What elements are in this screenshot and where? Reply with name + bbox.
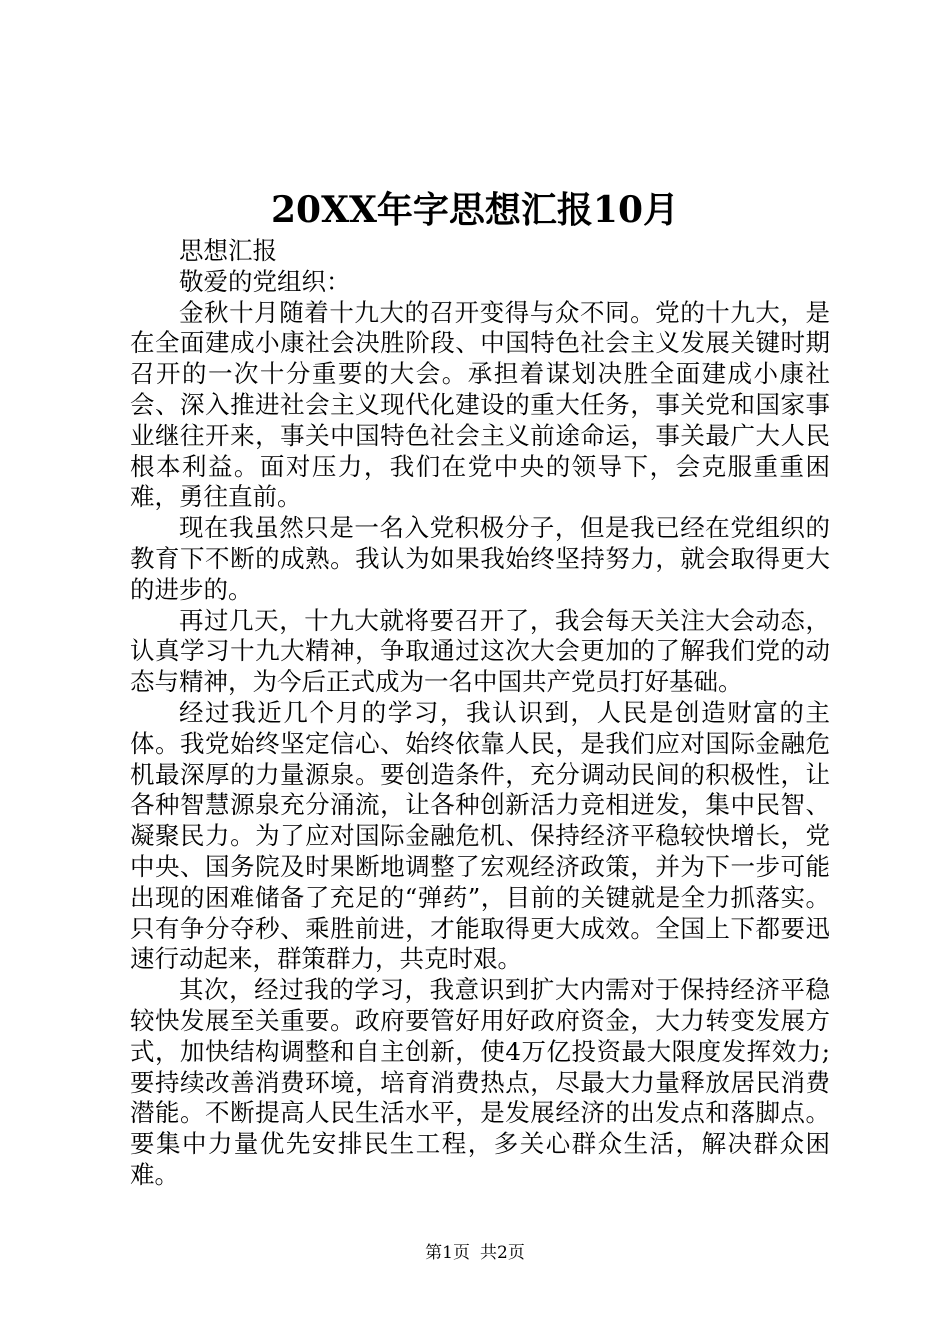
paragraph: 其次，经过我的学习，我意识到扩大内需对于保持经济平稳较快发展至关重要。政府要管好用好政府资金，大力转变发展方式，加快结构调整和自主创新，使4万亿投资最大限度发挥效力;要持续改善消费环境，培育消费热点，尽最大力量释放居民消费潜能。不断提高人民生活水平，是发展经济的出发点和落脚点。要集中力量优先安排民生工程，多关心群众生活，解决群众困难。 bbox=[130, 975, 830, 1189]
document-body bbox=[130, 236, 830, 1191]
page-total: 共2页 bbox=[480, 1243, 525, 1263]
paragraph: 再过几天，十九大就将要召开了，我会每天关注大会动态，认真学习十九大精神，争取通过这次大会更加的了解我们党的动态与精神，为今后正式成为一名中国共产党员打好基础。 bbox=[130, 605, 830, 697]
salutation: 敬爱的党组织： bbox=[179, 266, 351, 296]
document-title: 20XX年字思想汇报10月 bbox=[270, 189, 680, 231]
page-number: 第1页 bbox=[425, 1243, 470, 1263]
paragraph: 现在我虽然只是一名入党积极分子，但是我已经在党组织的教育下不断的成熟。我认为如果我始终坚持努力，就会取得更大的进步的。 bbox=[130, 513, 830, 604]
paragraph: 金秋十月随着十九大的召开变得与众不同。党的十九大，是在全面建成小康社会决胜阶段、中国特色社会主义发展关键时期召开的一次十分重要的大会。承担着谋划决胜全面建成小康社会、深入推进社会主义现代化建设的重大任务，事关党和国家事业继往开来，事关中国特色社会主义前途命运，事关最广大人民根本利益。面对压力，我们在党中央的领导下，会克服重重困难，勇往直前。 bbox=[130, 297, 830, 512]
section-heading: 思想汇报 bbox=[179, 236, 277, 265]
page-footer bbox=[0, 1242, 950, 1264]
paragraph: 经过我近几个月的学习，我认识到，人民是创造财富的主体。我党始终坚定信心、始终依靠人民，是我们应对国际金融危机最深厚的力量源泉。要创造条件，充分调动民间的积极性，让各种智慧源泉充分涌流，让各种创新活力竞相迸发，集中民智、凝聚民力。为了应对国际金融危机、保持经济平稳较快增长，党中央、国务院及时果断地调整了宏观经济政策，并为下一步可能出现的困难储备了充足的“弹药”，目前的关键就是全力抓落实。只有争分夺秒、乘胜前进，才能取得更大成效。全国上下都要迅速行动起来，群策群力，共克时艰。 bbox=[130, 697, 830, 974]
